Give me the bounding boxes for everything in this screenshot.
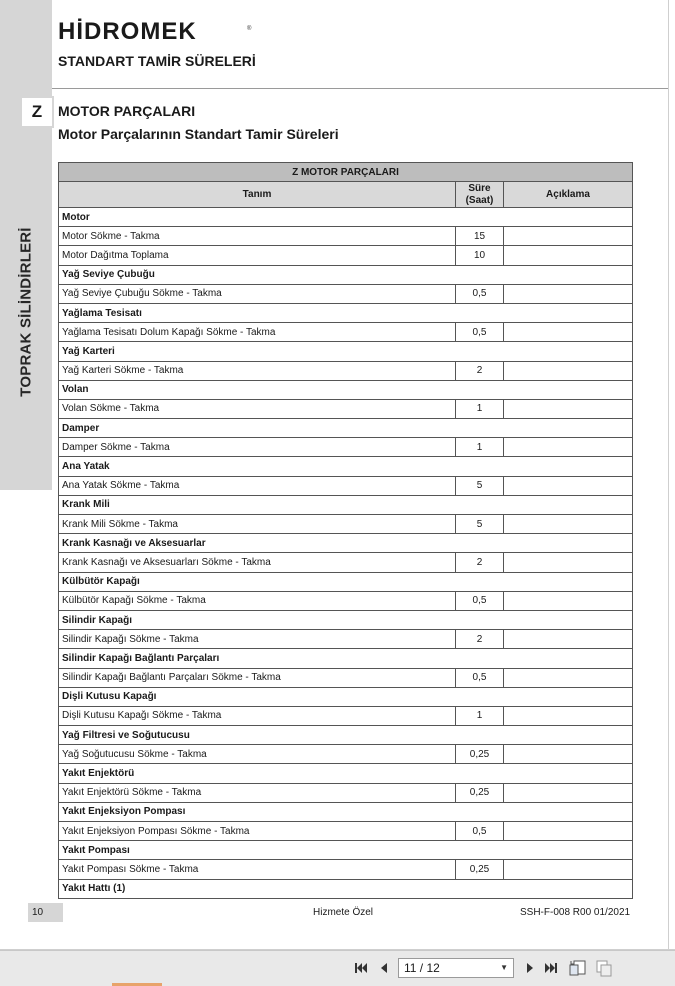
first-page-button[interactable]: [351, 958, 371, 978]
table-row: [59, 246, 633, 265]
group-header-row: [59, 495, 633, 514]
registered-mark: ®: [247, 26, 252, 32]
group-title: Silindir Kapağı Bağlantı Parçaları: [59, 649, 633, 668]
operation-description: Motor Dağıtma Toplama: [59, 246, 456, 265]
notes-cell: [504, 284, 633, 303]
operation-description: Ana Yatak Sökme - Takma: [59, 476, 456, 495]
chapter-subtitle: Motor Parçalarının Standart Tamir Süreleri: [58, 126, 339, 142]
group-header-row: [59, 342, 633, 361]
group-title: Dişli Kutusu Kapağı: [59, 687, 633, 706]
repair-time: 0,5: [456, 323, 504, 342]
first-page-icon: [354, 962, 368, 974]
notes-cell: [504, 438, 633, 457]
repair-time: 0,25: [456, 783, 504, 802]
table-row: [59, 227, 633, 246]
table-row: [59, 284, 633, 303]
repair-time: 2: [456, 361, 504, 380]
group-title: Yağ Karteri: [59, 342, 633, 361]
repair-time: 0,5: [456, 591, 504, 610]
repair-time: 1: [456, 399, 504, 418]
notes-cell: [504, 246, 633, 265]
group-title: Yağlama Tesisatı: [59, 303, 633, 322]
table-caption: Z MOTOR PARÇALARI: [59, 163, 633, 182]
repair-times-table: [58, 162, 633, 899]
rotate-button[interactable]: [594, 958, 614, 978]
group-title: Damper: [59, 419, 633, 438]
group-header-row: [59, 649, 633, 668]
operation-description: Damper Sökme - Takma: [59, 438, 456, 457]
notes-cell: [504, 323, 633, 342]
group-header-row: [59, 687, 633, 706]
table-row: [59, 591, 633, 610]
group-header-row: [59, 610, 633, 629]
table-row: [59, 668, 633, 687]
group-title: Yağ Filtresi ve Soğutucusu: [59, 726, 633, 745]
chevron-down-icon: ▼: [500, 963, 508, 972]
notes-cell: [504, 783, 633, 802]
repair-time: 15: [456, 227, 504, 246]
group-title: Krank Kasnağı ve Aksesuarlar: [59, 534, 633, 553]
operation-description: Yağ Karteri Sökme - Takma: [59, 361, 456, 380]
table-row: [59, 399, 633, 418]
previous-page-button[interactable]: [374, 958, 394, 978]
notes-cell: [504, 860, 633, 879]
header-description: Tanım: [59, 182, 456, 208]
operation-description: Yağlama Tesisatı Dolum Kapağı Sökme - Takma: [59, 323, 456, 342]
group-header-row: [59, 380, 633, 399]
table-row: [59, 553, 633, 572]
notes-cell: [504, 706, 633, 725]
page-indicator: 11 / 12: [404, 961, 440, 975]
manual-title: STANDART TAMİR SÜRELERİ: [58, 53, 256, 69]
operation-description: Krank Mili Sökme - Takma: [59, 515, 456, 534]
notes-cell: [504, 822, 633, 841]
page-edge-right: [668, 0, 669, 950]
operation-description: Dişli Kutusu Kapağı Sökme - Takma: [59, 706, 456, 725]
side-band: [0, 0, 52, 490]
repair-time: 1: [456, 438, 504, 457]
notes-cell: [504, 515, 633, 534]
table-caption-row: [59, 163, 633, 182]
repair-time: 0,25: [456, 860, 504, 879]
table-header-row: [59, 182, 633, 208]
table-row: [59, 476, 633, 495]
next-page-icon: [525, 962, 535, 974]
fit-page-button[interactable]: [568, 958, 588, 978]
group-header-row: [59, 303, 633, 322]
notes-cell: [504, 591, 633, 610]
header-time: [456, 182, 504, 208]
chapter-letter: Z: [20, 96, 54, 128]
group-title: Ana Yatak: [59, 457, 633, 476]
table-row: [59, 706, 633, 725]
notes-cell: [504, 476, 633, 495]
footer-confidential: Hizmete Özel: [313, 907, 374, 918]
repair-time: 0,5: [456, 668, 504, 687]
table-row: [59, 515, 633, 534]
notes-cell: [504, 361, 633, 380]
table-row: [59, 860, 633, 879]
page-number-select[interactable]: [398, 958, 514, 978]
table-row: [59, 438, 633, 457]
group-header-row: [59, 457, 633, 476]
rotate-icon: [594, 958, 614, 978]
group-header-row: [59, 572, 633, 591]
group-title: Volan: [59, 380, 633, 399]
group-title: Yakıt Enjektörü: [59, 764, 633, 783]
group-title: Krank Mili: [59, 495, 633, 514]
group-title: Silindir Kapağı: [59, 610, 633, 629]
notes-cell: [504, 227, 633, 246]
table-row: [59, 323, 633, 342]
repair-time: 10: [456, 246, 504, 265]
fit-page-icon: [568, 958, 588, 978]
repair-time: 0,5: [456, 822, 504, 841]
last-page-icon: [544, 962, 558, 974]
table-body: [59, 208, 633, 899]
footer-page-number: 10: [28, 903, 63, 922]
operation-description: Krank Kasnağı ve Aksesuarları Sökme - Takma: [59, 553, 456, 572]
header-time-unit: (Saat): [465, 194, 494, 206]
footer-document-code: SSH-F-008 R00 01/2021: [520, 907, 631, 918]
operation-description: Yakıt Enjektörü Sökme - Takma: [59, 783, 456, 802]
group-header-row: [59, 265, 633, 284]
chapter-tab-bar: [0, 96, 20, 128]
table-row: [59, 822, 633, 841]
operation-description: Volan Sökme - Takma: [59, 399, 456, 418]
group-header-row: [59, 802, 633, 821]
previous-page-icon: [379, 962, 389, 974]
operation-description: Yakıt Enjeksiyon Pompası Sökme - Takma: [59, 822, 456, 841]
notes-cell: [504, 399, 633, 418]
group-title: Külbütör Kapağı: [59, 572, 633, 591]
group-title: Yakıt Hattı (1): [59, 879, 633, 898]
repair-time: 2: [456, 630, 504, 649]
notes-cell: [504, 745, 633, 764]
group-header-row: [59, 726, 633, 745]
repair-time: 1: [456, 706, 504, 725]
header-time-label: Süre: [468, 182, 491, 194]
table-row: [59, 630, 633, 649]
table-row: [59, 361, 633, 380]
repair-time: 0,5: [456, 284, 504, 303]
operation-description: Motor Sökme - Takma: [59, 227, 456, 246]
group-header-row: [59, 208, 633, 227]
notes-cell: [504, 630, 633, 649]
operation-description: Yakıt Pompası Sökme - Takma: [59, 860, 456, 879]
operation-description: Silindir Kapağı Bağlantı Parçaları Sökme - Takma: [59, 668, 456, 687]
repair-time: 0,25: [456, 745, 504, 764]
side-section-title: TOPRAK SİLİNDİRLERİ: [17, 227, 35, 397]
header-notes: Açıklama: [504, 182, 633, 208]
group-header-row: [59, 419, 633, 438]
group-title: Yakıt Pompası: [59, 841, 633, 860]
notes-cell: [504, 553, 633, 572]
group-title: Motor: [59, 208, 633, 227]
operation-description: Külbütör Kapağı Sökme - Takma: [59, 591, 456, 610]
group-header-row: [59, 841, 633, 860]
brand-logo: HİDROMEK: [58, 18, 197, 45]
repair-time: 5: [456, 476, 504, 495]
operation-description: Silindir Kapağı Sökme - Takma: [59, 630, 456, 649]
operation-description: Yağ Soğutucusu Sökme - Takma: [59, 745, 456, 764]
notes-cell: [504, 668, 633, 687]
last-page-button[interactable]: [541, 958, 561, 978]
group-header-row: [59, 534, 633, 553]
group-title: Yakıt Enjeksiyon Pompası: [59, 802, 633, 821]
table-row: [59, 783, 633, 802]
group-header-row: [59, 764, 633, 783]
repair-time: 5: [456, 515, 504, 534]
operation-description: Yağ Seviye Çubuğu Sökme - Takma: [59, 284, 456, 303]
group-title: Yağ Seviye Çubuğu: [59, 265, 633, 284]
header-divider: [52, 88, 669, 89]
next-page-button[interactable]: [520, 958, 540, 978]
chapter-title: MOTOR PARÇALARI: [58, 103, 196, 119]
group-header-row: [59, 879, 633, 898]
repair-time: 2: [456, 553, 504, 572]
table-row: [59, 745, 633, 764]
